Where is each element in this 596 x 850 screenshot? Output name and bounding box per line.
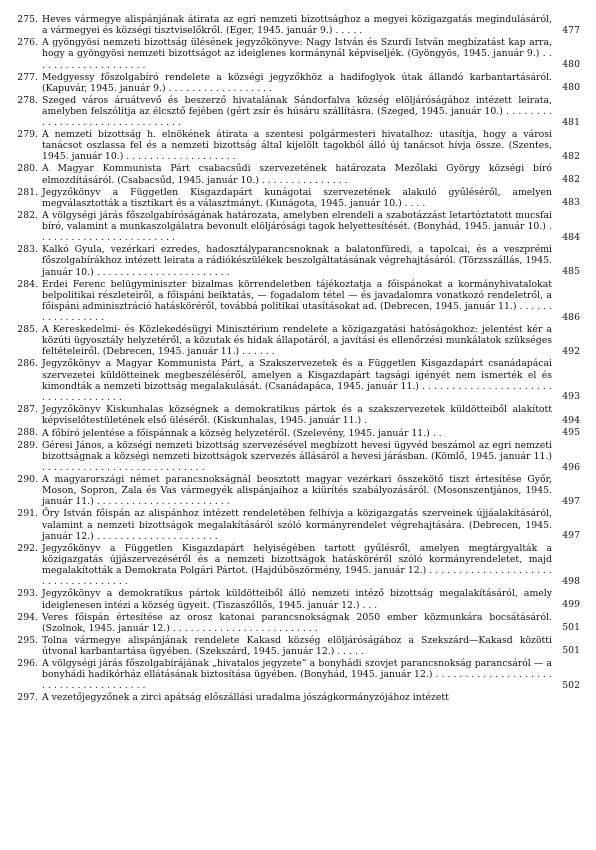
list-item [13, 474, 580, 507]
page-number: 499 [562, 599, 580, 610]
entry-number: 291. [17, 508, 38, 520]
entry-number: 287. [17, 404, 38, 415]
entry-text: Kalkó Gyula, vezérkari ezredes, hadosztályparancsnoknak a balatonfüredi, a tapolcai, és a veszprémi főszolgabírákhoz intézett leirata a rádiókészülékek beszolgáltatásának végrehajtásáról. (Törzsszállás, 1945. január 10.) . . . . . . . . . . . . . . . . . . . . . . . [42, 244, 552, 278]
entry-text: A vezetőjegyzőnek a zirci apátság előszállási uradalma jószágkormányzójához intézett [42, 692, 449, 704]
list-item [13, 658, 580, 691]
list-item [13, 358, 580, 403]
entry-number: 293. [17, 588, 38, 600]
entry-text: A főbíró jelentése a főispánnak a község helyzetéről. (Szelevény, 1945. január 11.) . . [42, 427, 442, 439]
entry-text: Jegyzőkönyv a Magyar Kommunista Párt, a Szakszervezetek és a Független Kisgazdapárt csanádapácai szervezetei küldötteinek megbeszéléséről, amelyen a Kisgazdapárt tagsági igényét nem ismerték el és kimondták a nemzeti bizottság megalakulását. (Csanádapáca, 1945. január 11.) . . . . . . . . . . . . . . . . . . . . . . . . . . . . . . . . . . . . [42, 358, 552, 403]
entry-text: A Magyar Kommunista Párt csabacsűdi szervezetének határozata Mezőlaki György községi bíró elmozdításáról. (Csabacsűd, 1945. január 10.) . . . . . . . . . . . . . . . [42, 163, 552, 186]
list-item [13, 163, 580, 185]
entry-number: 281. [17, 186, 38, 198]
page-number: 494 [562, 414, 580, 426]
entry-text: Heves vármegye alispánjának átirata az egri nemzeti bizottsághoz a megyei közigazgatás megindulásáról, a vármegyei és községi tisztviselőkről. (Eger, 1945. január 9.) . . . . . [42, 14, 552, 37]
entry-text: Szeged város áruátvevő és beszerző hivatalának Sándorfalva község elöljáróságához intézett leirata, amelyben felszólítja az élcsztő fejében (gért zsír és húsáru szállításra. (Szeged, 1945. január 10.) . . . . . . . . . . . . . . . . . . . . . . . . . . . . . . . . [42, 94, 552, 129]
entry-number: 285. [17, 324, 38, 336]
page-number: 481 [562, 116, 580, 128]
entry-text: Jegyzőkönyv Kiskunhalas községnek a demokratikus pártok és a szakszervezetek küldötteiből alakított képviselőtestületének első üléséről. (Kiskunhalas, 1945. január 11.) . [42, 404, 552, 427]
list-item [13, 244, 580, 277]
entry-number: 286. [17, 358, 38, 370]
page-number: 492 [562, 345, 580, 357]
entry-number: 276. [17, 37, 38, 49]
entry-text: Tolna vármegye alispánjának rendelete Kakasd község elöljáróságához a Szekszárd—Kakasd közötti útvonal karbantartása ügyében. (Szekszárd, 1945. január 12.) . . . . . [42, 634, 552, 657]
entry-number: 290. [17, 474, 38, 486]
page-number: 498 [562, 575, 580, 587]
entry-number: 275. [17, 14, 38, 25]
entry-number: 294. [17, 611, 38, 623]
list-item [13, 543, 580, 588]
entry-number: 295. [17, 634, 38, 646]
page-number: 502 [562, 679, 580, 691]
page-number: 497 [562, 495, 580, 507]
list-item [13, 588, 580, 610]
list-item [13, 210, 580, 243]
page-number: 497 [562, 530, 580, 542]
list-item [13, 404, 580, 426]
list-item [13, 440, 580, 473]
page-number: 496 [562, 461, 580, 473]
list-item [13, 95, 580, 128]
entry-text: A völgységi járás főszolgabírájának „hivatalos jegyzete” a bonyhádi szovjet parancsnokság parancsáról — a bonyhádi hadikórház ellátásának biztosítása ügyében. (Bonyhád, 1945. január 12.) . . . . . . . . . . . . . . . . . . . . . . . . . . . . . . . . . . . . . . [42, 657, 552, 692]
page-number: 480 [562, 82, 580, 94]
list-item [13, 635, 580, 657]
list-item [13, 324, 580, 357]
entry-text: Medgyessy főszolgabíró rendelete a községi jegyzőkhöz a hadifoglyok útak állandó karbantartásáról. (Kapuvár, 1945. január 9.) . . . . . . . . . . . . . . . . . . [42, 71, 552, 94]
entry-number: 297. [17, 692, 38, 704]
page-number: 477 [562, 24, 580, 36]
list-item [13, 279, 580, 324]
entry-number: 279. [17, 129, 38, 141]
entry-text: Jegyzőkönyv a Független Kisgazdapárt helyiségében tartott gyűlésről, amelyen megtárgyalták a közigazgatás újjászervezéséről és a nemzeti bizottságok hatásköréről szóló kormányrendeletet, majd megalakították a Demokrata Polgári Pártot. (Hajdúböszörmény, 1945. január 12.) . . . . . . . . . . . . . . . . . . . . . . . . . . . . . . . . . . . . [42, 542, 552, 588]
page-number: 493 [562, 391, 580, 403]
entry-number: 289. [17, 439, 38, 451]
entry-number: 292. [17, 542, 38, 554]
entry-number: 278. [17, 94, 38, 106]
entry-text: Őry István főispán az alispánhoz intézett rendeletében felhívja a közigazgatás szerveinek újjáalakításáról, valamint a nemzeti bizottságok megalakításáról szóló kormányrendelet végrehajtására. (Debrecen, 1945. január 12.) . . . . . . . . . . . . . . . . . . . . . [42, 508, 552, 542]
list-item [13, 72, 580, 94]
page-number [556, 703, 580, 704]
entry-text: Veres főispán értesítése az orosz katonai parancsnokságnak 2050 ember közmunkára bocsátásáról. (Szolnok, 1945. január 12.) . . . . . . . . . . . . . . . . . . . . . . . . . [42, 611, 552, 634]
entry-text: Erdei Ferenc belügyminiszter bizalmas körrendeletben tájékoztatja a főispánokat a kormányhivatalokat belpolitikai részleteiről, a főispáni beiktatás, — fogadalom tétel — és javadalomra vonatkozó rendeletről, a főispáni adminisztráció hatásköréről, továbbá politikai utasításokat ad. (Debrecen, 1945. január 11.) . . . . . . . . . . . . . . . . . [42, 278, 552, 324]
entry-number: 277. [17, 71, 38, 83]
page-number: 495 [562, 427, 580, 439]
entry-number: 284. [17, 278, 38, 290]
list-item [13, 129, 580, 162]
entry-text: A gyöngyösi nemzeti bizottság ülésének jegyzőkönyve: Nagy István és Szurdi István megbízatást kap arra, hogy a gyöngyösi nemzeti bizottságot az ideiglenes kormánynál képviseljék. (Gyöngyös, 1945. január 9.) . . . . . . . . . . . . . . . . . . . . [42, 37, 552, 71]
entry-number: 283. [17, 244, 38, 256]
list-item [13, 187, 580, 209]
page-number: 483 [562, 197, 580, 209]
entry-text: Jegyzőkönyv a demokratikus pártok küldötteiből álló nemzeti intéző bizottság megalakításáról, amely ideiglenesen intézi a község ügyeit. (Tiszaszőllős, 1945. január 12.) . . . [42, 588, 552, 611]
entry-number: 280. [17, 163, 38, 175]
entry-number: 282. [17, 209, 38, 221]
page-number: 480 [562, 59, 580, 71]
page-number: 484 [562, 231, 580, 243]
entry-text: A völgységi járás főszolgabíróságának határozata, amelyben elrendeli a szabotázzást letartóztatott mucsfai bíró, valamint a munkaszolgálatra bevonult elöljárósági tagok helyettesítését. (Bonyhád, 1945. január 10.) . . . . . . . . . . . . . . . . . . . . . . . . [42, 209, 552, 244]
page-number: 501 [562, 645, 580, 657]
page-number: 486 [562, 311, 580, 323]
entry-text: A magyarországi német parancsnokságnál beosztott magyar vezérkari összekötő tiszt értesítése Győr, Moson, Sopron, Zala és Vas vármegyék alispánjaihoz a kiürítés szabályozásáról. (Mosonszentjános, 1945. január 11.) . . . . . . . . . . . . . . . . . . . . . . . [42, 474, 552, 508]
entry-text: A nemzeti bizottság h. elnökének átirata a szentesi polgármesteri hivatalhoz: utasítja, hogy a városi tanácsot oszlassa fel és a nemzeti bizottság által kijelölt tagokból álló új tanácsot hívja össze. (Szentes, 1945. január 10.) . . . . . . . . . . . . . . . . . . . [42, 129, 552, 163]
entry-list [13, 14, 580, 704]
list-item [13, 508, 580, 541]
list-item [13, 692, 580, 703]
list-item [13, 14, 580, 36]
list-item [13, 427, 580, 439]
list-item [13, 37, 580, 70]
entry-number: 296. [17, 657, 38, 669]
page-number: 501 [562, 622, 580, 634]
entry-text: Jegyzőkönyv a Független Kisgazdapárt kunágotai szervezetének alakuló gyűléséről, amelyen megválasztották a tisztikart és a választmányt. (Kunágota, 1945. január 10.) . . . . [42, 186, 552, 209]
list-item [13, 612, 580, 634]
page-number: 482 [562, 150, 580, 162]
entry-text: Géresi János, a községi nemzeti bizottság szervezésével megbízott hevesi ügyvéd beszámol az egri nemzeti bizottságnak a községi nemzeti bizottságok szervezés állásáról a hevesi járásban. (Kömlő, 1945. január 11.) . . . . . . . . . . . . . . . . . . . . . . . . . . . . [42, 439, 552, 474]
page-number: 485 [562, 266, 580, 278]
entry-text: A Kereskedelmi- és Közlekedésügyi Minisztérium rendelete a közigazgatási hatóságokhoz: jelentést kér a közúti ügyosztály helyzetéről, a közutak és hidak állapotáról, a javítási és ellenőrzési munkálatok szükséges feltételeiről. (Debrecen, 1945. január 11.) . . . . . . [42, 324, 552, 358]
page-number: 482 [562, 174, 580, 186]
entry-number: 288. [17, 427, 38, 439]
